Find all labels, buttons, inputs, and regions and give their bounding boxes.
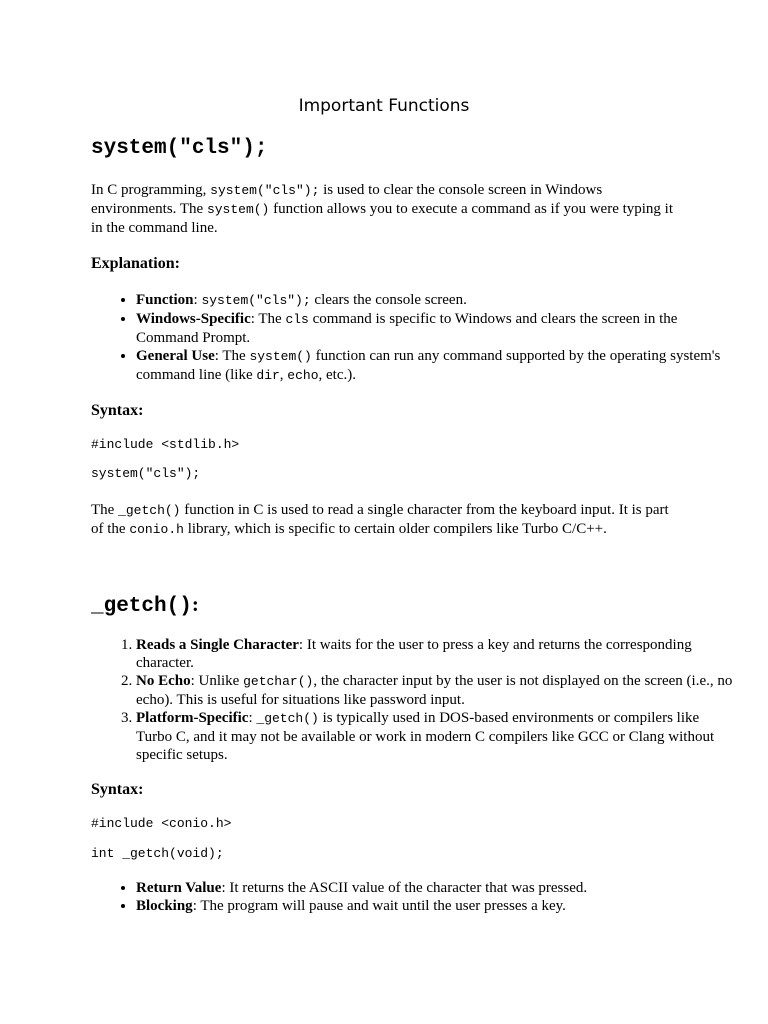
getch-return-list — [91, 879, 736, 915]
list-item: 1. Reads a Single Character: It waits for the user to press a key and returns the corresponding character. — [136, 636, 736, 672]
list-item: 2. No Echo: Unlike getchar(), the character input by the user is not displayed on the screen (i.e., no echo). This is useful for situations like password input. — [136, 672, 736, 709]
section-heading-getch: _getch(): — [91, 592, 199, 618]
code-line: #include <conio.h> — [91, 816, 232, 831]
syntax-heading: Syntax: — [91, 781, 144, 798]
list-item: • General Use: The system() function can run any command supported by the operating system's command line (like dir, echo, etc.). — [136, 347, 736, 385]
syntax-heading: Syntax: — [91, 402, 144, 419]
explanation-list — [91, 291, 736, 385]
intro-paragraph: In C programming, system("cls"); is used to clear the console screen in Windows environments. The system() function allows you to execute a command as if you were typing it in the command line. — [91, 182, 674, 236]
code-line: #include <stdlib.h> — [91, 437, 240, 452]
list-item: • Return Value: It returns the ASCII value of the character that was pressed. — [136, 879, 736, 897]
code-line: int _getch(void); — [91, 846, 224, 861]
list-item: • Function: system("cls"); clears the console screen. — [136, 291, 736, 310]
list-item: • Windows-Specific: The cls command is specific to Windows and clears the screen in the Command Prompt. — [136, 310, 736, 347]
list-item: • Blocking: The program will pause and wait until the user presses a key. — [136, 897, 736, 915]
getch-features-list — [91, 636, 736, 764]
list-item: 3. Platform-Specific: _getch() is typically used in DOS-based environments or compilers like Turbo C, and it may not be available or work in modern C compilers like GCC or Clang without specific setups. — [136, 709, 736, 764]
page-title: Important Functions — [298, 96, 470, 116]
section-heading-system-cls: system("cls"); — [91, 137, 268, 160]
code-line: system("cls"); — [91, 466, 201, 481]
explanation-heading: Explanation: — [91, 255, 180, 272]
getch-intro-paragraph: The _getch() function in C is used to read a single character from the keyboard input. It is part of the conio.h library, which is specific to certain older compilers like Turbo C/C++. — [91, 502, 669, 537]
